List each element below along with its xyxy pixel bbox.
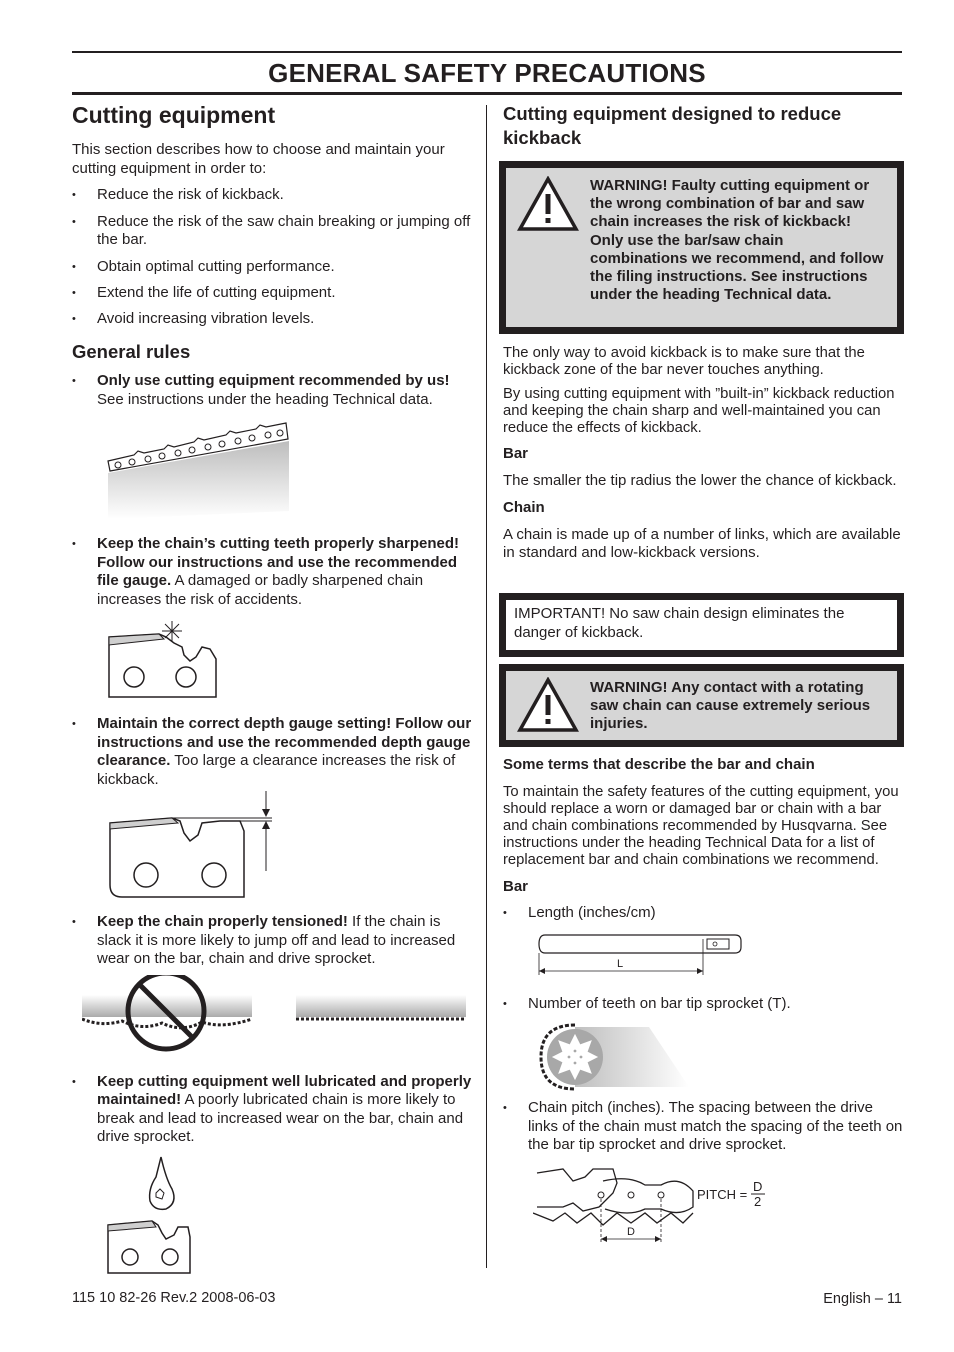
pitch-formula-numerator: D <box>753 1178 763 1194</box>
kickback-para-1: The only way to avoid kickback is to make sure that the kickback zone of the bar never touches anything. <box>503 345 865 378</box>
pitch-formula-lhs: PITCH = <box>697 1186 748 1202</box>
rule-item <box>72 1073 472 1147</box>
warning-text-1: WARNING! Faulty cutting equipment or the wrong combination of bar and saw chain increases the risk of kickback! Only use the bar/saw chain combinations we recommend, and follow the filing instructions. See instructions under the heading Technical data. <box>590 177 884 304</box>
goal-item: • Avoid increasing vibration levels. <box>72 310 472 329</box>
goal-item: • Reduce the risk of the saw chain breaking or jumping off the bar. <box>72 213 472 250</box>
footer-page-number: English – 11 <box>823 1291 902 1307</box>
bar-terms-list <box>503 904 903 923</box>
important-text: IMPORTANT! No saw chain design eliminates the danger of kickback. <box>506 600 897 650</box>
pitch-formula-denominator: 2 <box>754 1193 762 1209</box>
rule-item <box>72 535 472 609</box>
rule-bold: Only use cutting equipment recommended by us! <box>97 372 450 389</box>
warning-text-2: WARNING! Any contact with a rotating saw chain can cause extremely serious injuries. <box>590 679 871 733</box>
length-item: • Length (inches/cm) <box>503 904 903 923</box>
rule-bold: Keep the chain’s cutting teeth properly sharpened! Follow our instructions and use the recommended file gauge. <box>97 535 460 589</box>
bar-label <box>503 445 903 464</box>
bar-terms-list-3 <box>503 1099 903 1155</box>
bar2-label-text: Bar <box>503 877 529 895</box>
section-heading-cutting-equipment: Cutting equipment <box>72 102 276 128</box>
depth-gauge-illustration <box>102 791 322 911</box>
rules-list-3 <box>72 715 472 789</box>
right-column-body-1 <box>503 345 903 563</box>
goal-item: • Extend the life of cutting equipment. <box>72 284 472 303</box>
terms-heading <box>503 756 903 775</box>
rule-bold: Maintain the correct depth gauge setting! Follow our instructions and use the recommended depth gauge clearance. <box>97 715 472 769</box>
goal-item: • Obtain optimal cutting performance. <box>72 258 472 277</box>
kickback-para-2: By using cutting equipment with ”built-in” kickback reduction and keeping the chain sharp and well-maintained you can reduce the effects of kickback. <box>503 386 895 436</box>
warning-triangle-icon <box>506 671 590 740</box>
length-label: L <box>617 957 624 970</box>
rule-text: Too large a clearance increases the risk of kickback. <box>97 752 456 788</box>
rule-bold: Keep cutting equipment well lubricated and properly maintained! <box>97 1072 472 1108</box>
sharpened-tooth-illustration <box>104 617 224 707</box>
rules-list-5 <box>72 1073 472 1147</box>
terms-text: To maintain the safety features of the cutting equipment, you should replace a worn or damaged bar or chain with a bar and chain combinations recommended by Husqvarna. See instructions under the heading Technical Data for a list of replacement bar and chain combinations we recommend. <box>503 783 899 868</box>
left-column <box>72 100 472 1283</box>
lubrication-illustration <box>104 1153 214 1283</box>
chain-tension-illustration <box>82 975 482 1065</box>
warning-box-2 <box>499 664 904 747</box>
right-column-body-2 <box>503 756 903 1247</box>
intro-text: This section describes how to choose and maintain your cutting equipment in order to: <box>72 141 445 177</box>
right-column <box>503 100 903 150</box>
goal-item: • Reduce the risk of kickback. <box>72 186 472 205</box>
pitch-item: • Chain pitch (inches). The spacing between the drive links of the chain must match the spacing of the teeth on the bar tip sprocket and drive sprocket. <box>503 1099 903 1155</box>
pitch-d-label: D <box>627 1225 635 1238</box>
page-header <box>72 51 902 95</box>
important-box <box>499 593 904 657</box>
bar-label-text: Bar <box>503 445 529 462</box>
bar2-label <box>503 878 903 897</box>
rules-list-2 <box>72 535 472 609</box>
rule-item <box>72 913 472 969</box>
teeth-item: • Number of teeth on bar tip sprocket (T). <box>503 995 903 1014</box>
rules-list-4 <box>72 913 472 969</box>
general-rules-heading: General rules <box>72 341 191 362</box>
chain-label-text: Chain <box>503 499 545 516</box>
bar-terms-list-2 <box>503 995 903 1014</box>
rule-text: A poorly lubricated chain is more likely to break and lead to increased wear on the bar, chain and drive sprocket. <box>97 1091 464 1145</box>
rules-list <box>72 372 472 409</box>
rule-item <box>72 372 472 409</box>
rule-text: See instructions under the heading Technical data. <box>97 390 433 408</box>
section-heading-kickback: Cutting equipment designed to reduce kickback <box>503 103 842 148</box>
rule-item <box>72 715 472 789</box>
rule-text: A damaged or badly sharpened chain increases the risk of accidents. <box>97 572 424 608</box>
bar-text: The smaller the tip radius the lower the chance of kickback. <box>503 471 897 489</box>
goals-list <box>72 186 472 328</box>
rule-text: If the chain is slack it is more likely to jump off and lead to increased wear on the bar, chain and drive sprocket. <box>97 913 456 967</box>
warning-box-1 <box>499 161 904 334</box>
chain-text: A chain is made up of a number of links, which are available in standard and low-kickback versions. <box>503 525 901 561</box>
warning-box-2-inner <box>506 671 897 740</box>
rule-bold: Keep the chain properly tensioned! <box>97 913 348 930</box>
sprocket-illustration <box>539 1021 699 1093</box>
chain-cutting-illustration <box>104 421 304 521</box>
footer-doc-id: 115 10 82-26 Rev.2 2008-06-03 <box>72 1290 276 1306</box>
column-divider <box>486 105 487 1268</box>
page-title: GENERAL SAFETY PRECAUTIONS <box>268 58 706 88</box>
terms-heading-text: Some terms that describe the bar and chain <box>503 756 815 773</box>
bar-length-illustration <box>535 931 745 989</box>
warning-box-1-inner <box>506 168 897 327</box>
warning-triangle-icon <box>506 168 590 327</box>
chain-label <box>503 499 903 518</box>
chain-pitch-illustration <box>533 1163 793 1247</box>
